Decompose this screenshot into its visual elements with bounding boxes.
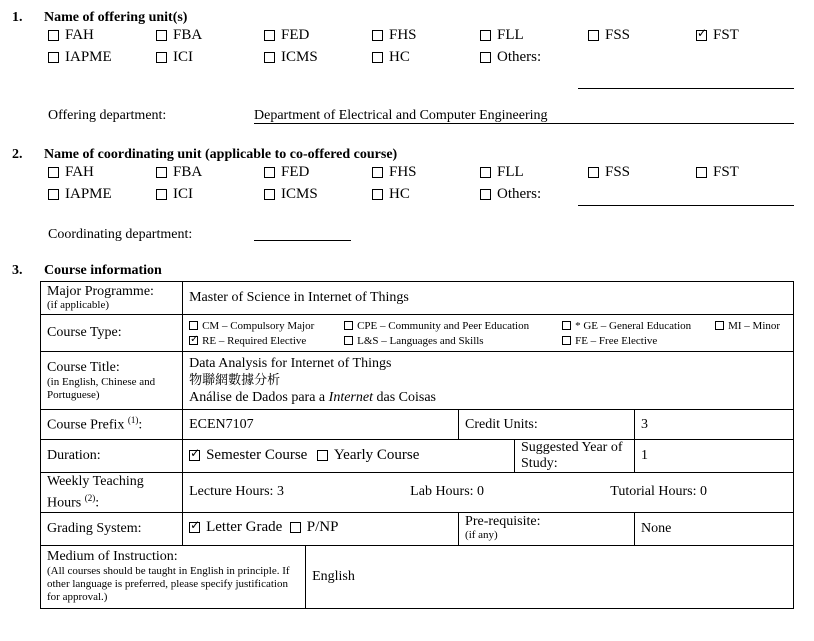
pnp-option[interactable]: P/NP: [290, 519, 339, 536]
checkbox-icon[interactable]: [156, 167, 167, 178]
checkbox-icon[interactable]: [372, 167, 383, 178]
hours-values: [183, 473, 794, 513]
offering-department-line: [254, 123, 794, 124]
section1-option-fba[interactable]: FBA: [156, 27, 202, 44]
type-ge[interactable]: * GE – General Education: [562, 320, 715, 332]
checkbox-icon[interactable]: [156, 30, 167, 41]
section1-option-fss[interactable]: FSS: [588, 27, 630, 44]
course-info-table: [40, 281, 794, 609]
row-medium: [41, 545, 794, 608]
course-title-label: Course Title:: [47, 359, 120, 375]
course-type-options: [183, 315, 794, 352]
type-fe[interactable]: FE – Free Elective: [562, 335, 657, 347]
major-label-cell: [41, 282, 183, 315]
checkbox-icon[interactable]: [562, 321, 571, 330]
row-hours: [41, 473, 794, 513]
checkbox-icon[interactable]: [696, 167, 707, 178]
checkbox-icon[interactable]: [264, 189, 275, 200]
section2-option-ici[interactable]: ICI: [156, 186, 193, 203]
coordinating-department-label: Coordinating department:: [48, 227, 193, 242]
letter-grade-option[interactable]: ✓ Letter Grade: [190, 518, 283, 536]
checkbox-checked-icon[interactable]: ✓: [190, 334, 199, 345]
medium-label: Medium of Instruction:: [47, 549, 178, 565]
section1-option-fst[interactable]: ✓ FST: [697, 26, 739, 43]
major-sub: (if applicable): [47, 299, 109, 311]
course-title-values: [183, 352, 794, 410]
checkbox-icon[interactable]: [480, 30, 491, 41]
checkbox-icon[interactable]: [264, 167, 275, 178]
type-ls[interactable]: L&S – Languages and Skills: [344, 335, 562, 347]
checkbox-icon[interactable]: [480, 189, 491, 200]
type-cm[interactable]: CM – Compulsory Major: [189, 320, 344, 332]
section-1-number: 1.: [12, 10, 23, 25]
row-prefix: [41, 410, 794, 440]
checkbox-icon[interactable]: [372, 52, 383, 63]
section1-option-ici[interactable]: ICI: [156, 49, 193, 66]
section2-option-iapme[interactable]: IAPME: [48, 186, 112, 203]
duration-options: [183, 440, 515, 473]
prefix-label: Course Prefix $^{(1)}$:: [41, 410, 183, 440]
course-title-sub: (in English, Chinese and Portuguese): [47, 375, 156, 401]
prereq-label-cell: [459, 512, 635, 545]
medium-value: English: [306, 545, 794, 608]
row-major: [41, 282, 794, 315]
checkbox-icon[interactable]: [48, 52, 59, 63]
others-input-line-2[interactable]: [578, 205, 794, 206]
checkbox-icon[interactable]: [372, 189, 383, 200]
section2-option-hc[interactable]: HC: [372, 186, 410, 203]
section1-option-fhs[interactable]: FHS: [372, 27, 417, 44]
checkbox-icon[interactable]: [562, 336, 571, 345]
yearly-course-option[interactable]: Yearly Course: [317, 447, 420, 464]
section2-option-fba[interactable]: FBA: [156, 164, 202, 181]
checkbox-icon[interactable]: [344, 336, 353, 345]
section1-option-hc[interactable]: HC: [372, 49, 410, 66]
section2-option-fst[interactable]: FST: [696, 164, 739, 181]
type-re[interactable]: ✓ RE – Required Elective: [190, 334, 307, 347]
section1-option-fed[interactable]: FED: [264, 27, 309, 44]
checkbox-icon[interactable]: [156, 52, 167, 63]
course-title-pt: Análise de Dados para a Internet das Coisas: [189, 390, 436, 405]
section2-option-fss[interactable]: FSS: [588, 164, 630, 181]
offering-department-label: Offering department:: [48, 108, 167, 123]
coordinating-department-line[interactable]: [254, 240, 351, 241]
course-type-label: Course Type:: [41, 315, 183, 352]
checkbox-icon[interactable]: [264, 52, 275, 63]
prereq-label: Pre-requisite:: [465, 514, 541, 530]
course-title-label-cell: [41, 352, 183, 410]
credit-value: 3: [635, 410, 794, 440]
credit-label: Credit Units:: [459, 410, 635, 440]
type-cpe[interactable]: CPE – Community and Peer Education: [344, 320, 562, 332]
section1-option-icms[interactable]: ICMS: [264, 49, 318, 66]
row-grading: [41, 512, 794, 545]
others-input-line-1[interactable]: [578, 88, 794, 89]
grading-label: Grading System:: [41, 512, 183, 545]
duration-label: Duration:: [41, 440, 183, 473]
section2-option-fah[interactable]: FAH: [48, 164, 94, 181]
checkbox-checked-icon[interactable]: ✓: [190, 518, 201, 533]
semester-course-option[interactable]: ✓ Semester Course: [190, 445, 308, 463]
offering-department-value: Department of Electrical and Computer Engineering: [254, 108, 548, 123]
section-1-title: Name of offering unit(s): [44, 10, 188, 25]
course-title-zh: 物聯網數據分析: [189, 373, 281, 388]
type-mi[interactable]: MI – Minor: [715, 320, 780, 332]
section2-option-fll[interactable]: FLL: [480, 164, 524, 181]
checkbox-icon[interactable]: [480, 52, 491, 63]
checkbox-icon[interactable]: [264, 30, 275, 41]
section2-option-icms[interactable]: ICMS: [264, 186, 318, 203]
course-title-en: Data Analysis for Internet of Things: [189, 356, 392, 371]
section2-option-fhs[interactable]: FHS: [372, 164, 417, 181]
medium-sub: (All courses should be taught in English in principle. If other language is preferred, please specify justification for approval.): [47, 565, 290, 604]
section1-option-fll[interactable]: FLL: [480, 27, 524, 44]
medium-label-cell: [41, 545, 306, 608]
section2-option-others[interactable]: Others:: [480, 186, 541, 203]
major-label: Major Programme:: [47, 284, 154, 299]
section-2-number: 2.: [12, 147, 23, 162]
checkbox-icon[interactable]: [189, 321, 198, 330]
year-label: Suggested Year of Study:: [515, 440, 635, 473]
checkbox-icon[interactable]: [715, 321, 724, 330]
section1-option-others[interactable]: Others:: [480, 49, 541, 66]
section2-option-fed[interactable]: FED: [264, 164, 309, 181]
lab-hours: Lab Hours: 0: [410, 484, 485, 500]
section-3-number: 3.: [12, 263, 23, 278]
row-course-type: [41, 315, 794, 352]
lecture-hours: Lecture Hours: 3: [189, 484, 284, 500]
checkbox-icon[interactable]: [480, 167, 491, 178]
tutorial-hours: Tutorial Hours: 0: [610, 484, 707, 500]
prereq-sub: (if any): [465, 529, 498, 542]
hours-label: Weekly Teaching Hours $^{(2)}$:: [41, 473, 183, 513]
prereq-value: None: [635, 512, 794, 545]
checkbox-icon[interactable]: [588, 30, 599, 41]
checkbox-icon[interactable]: [290, 522, 301, 533]
checkbox-icon[interactable]: [372, 30, 383, 41]
prefix-value: ECEN7107: [183, 410, 459, 440]
checkbox-icon[interactable]: [48, 167, 59, 178]
checkbox-icon[interactable]: [156, 189, 167, 200]
grading-options: [183, 512, 459, 545]
checkbox-icon[interactable]: [344, 321, 353, 330]
checkbox-checked-icon[interactable]: ✓: [190, 445, 201, 460]
checkbox-icon[interactable]: [588, 167, 599, 178]
section1-option-iapme[interactable]: IAPME: [48, 49, 112, 66]
checkbox-checked-icon[interactable]: ✓: [697, 26, 708, 40]
year-value: 1: [635, 440, 794, 473]
section-3-title: Course information: [44, 263, 162, 278]
section-2-title: Name of coordinating unit (applicable to co-offered course): [44, 147, 398, 162]
checkbox-icon[interactable]: [48, 30, 59, 41]
major-value: Master of Science in Internet of Things: [183, 282, 794, 315]
row-course-title: [41, 352, 794, 410]
checkbox-icon[interactable]: [317, 450, 328, 461]
checkbox-icon[interactable]: [48, 189, 59, 200]
row-duration: [41, 440, 794, 473]
section1-option-fah[interactable]: FAH: [48, 27, 94, 44]
